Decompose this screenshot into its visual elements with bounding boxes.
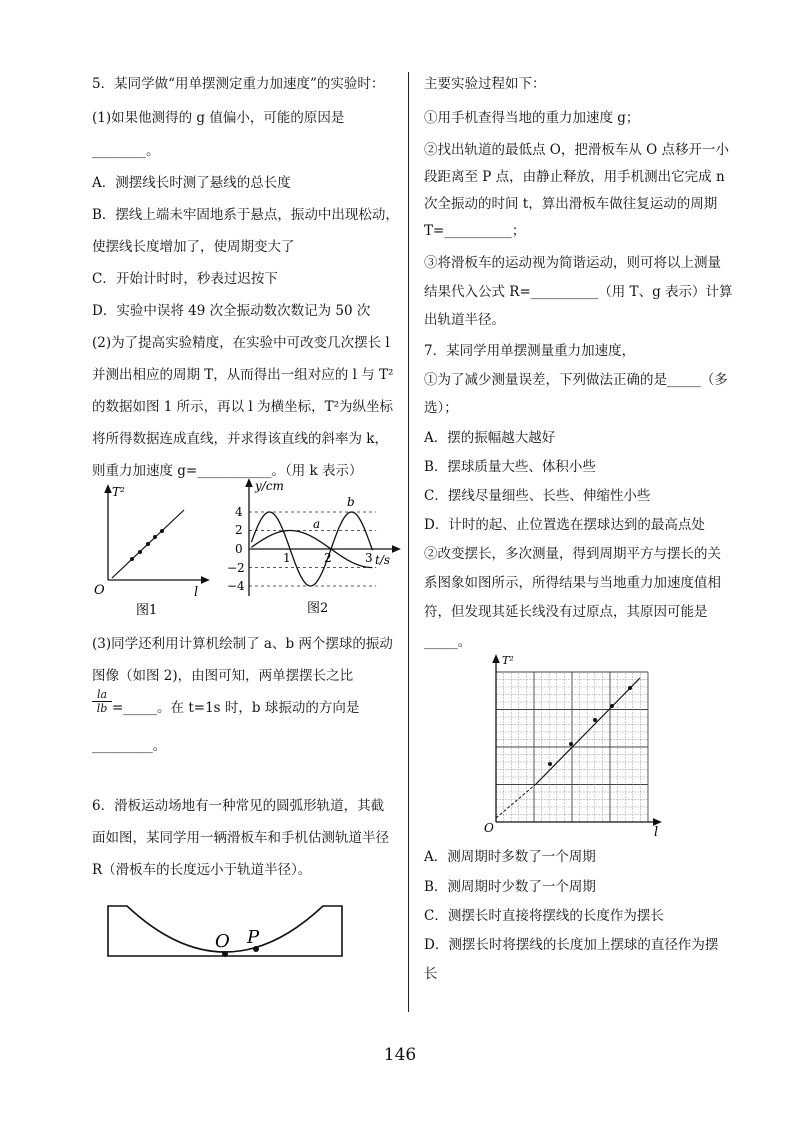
q5-option-b: B．摆线上端未牢固地系于悬点，振动中出现松动， <box>92 207 399 223</box>
fig1-point <box>160 529 164 533</box>
q5-part1-blank: ________。 <box>92 143 160 159</box>
fig2-tick-yn2: −2 <box>227 561 245 575</box>
figure-1 <box>88 480 218 620</box>
q7-part2-line4: _____。 <box>424 634 472 650</box>
fig1-caption: 图1 <box>136 603 158 618</box>
fig2-tick-yn4: −4 <box>227 579 245 593</box>
q5-title: 5．某同学做“用单摆测定重力加速度”的实验时： <box>92 76 385 92</box>
graph-point <box>548 762 552 766</box>
q7-option-b: B．摆球质量大些、体积小些 <box>424 459 596 475</box>
q5-part1-intro: (1)如果他测得的 g 值偏小，可能的原因是 <box>92 110 345 126</box>
fig2-tick-y0: 0 <box>235 542 243 556</box>
fig1-point <box>138 550 142 554</box>
q6-step3-line3: 出轨道半径。 <box>424 312 505 328</box>
ratio-numerator: la <box>96 688 108 701</box>
q5-option-c: C．开始计时时，秒表过迟按下 <box>92 271 278 287</box>
q7-answer-c: C．测摆长时直接将摆线的长度作为摆长 <box>424 908 664 924</box>
q5-part3-line3: =_____。在 t=1s 时，b 球振动的方向是 <box>112 700 360 716</box>
q7-part2-line1: ②改变摆长，多次测量，得到周期平方与摆长的关 <box>424 546 721 562</box>
q6-step2-line3: 次全振动的时间 t，算出滑板车做往复运动的周期 <box>424 196 718 212</box>
q6-line2: 面如图，某同学用一辆滑板车和手机估测轨道半径 <box>92 830 389 846</box>
q6-steps-heading: 主要实验过程如下： <box>424 76 546 92</box>
graph-point <box>610 704 614 708</box>
q7-title: 7．某同学用单摆测量重力加速度， <box>424 343 636 359</box>
q6-line1: 6．滑板运动场地有一种常见的圆弧形轨道，其截 <box>92 798 385 814</box>
fig1-point <box>146 542 150 546</box>
q7-answer-a: A．测周期时多数了一个周期 <box>424 849 596 865</box>
q7-part2-line2: 系图象如图所示，所得结果与当地重力加速度值相 <box>424 575 721 591</box>
fig2-caption: 图2 <box>307 601 329 616</box>
q7-answer-d-cont: 长 <box>424 966 438 982</box>
q7-option-c: C．摆线尽量细些、长些、伸缩性小些 <box>424 488 651 504</box>
figure-2 <box>225 476 410 620</box>
fig2-tick-x1: 1 <box>283 551 291 565</box>
q6-step1: ①用手机查得当地的重力加速度 g； <box>424 110 640 126</box>
fig1-origin: O <box>94 583 105 598</box>
fig1-point <box>153 535 157 539</box>
graph-point <box>593 718 597 722</box>
fig2-x-label: t/s <box>375 553 391 567</box>
ratio-denominator: lb <box>92 701 112 715</box>
q5-part2-line4: 将所得数据连成直线，并求得该直线的斜率为 k， <box>92 431 388 447</box>
graph-fit-line <box>536 678 640 784</box>
q5-part3-line2: 图像（如图 2)，由图可知，两单摆摆长之比 <box>92 668 354 684</box>
graph-point <box>569 742 573 746</box>
fig2-label-a: a <box>313 517 321 531</box>
fig1-y-label: T² <box>112 485 125 499</box>
lengths-ratio-fraction <box>92 688 112 715</box>
q5-part2-line3: 的数据如图 1 所示，再以 l 为横坐标，T²为纵坐标 <box>92 399 393 415</box>
q5-part2-line1: (2)为了提高实验精度，在实验中可改变几次摆长 l <box>92 335 390 351</box>
track-figure <box>105 898 345 960</box>
column-divider <box>408 72 409 1012</box>
label-o: O <box>215 931 230 952</box>
label-p: P <box>247 927 260 948</box>
fig2-tick-y2: 2 <box>235 523 243 537</box>
graph-extension-line <box>496 784 536 818</box>
q5-part3-line1: (3)同学还利用计算机绘制了 a、b 两个摆球的振动 <box>92 636 393 652</box>
q5-option-d: D．实验中误将 49 次全振动数次数记为 50 次 <box>92 303 371 319</box>
fig1-x-label: l <box>194 585 199 600</box>
fig2-tick-x3: 3 <box>365 551 373 565</box>
q7-answer-b: B．测周期时少数了一个周期 <box>424 879 596 895</box>
page-number: 146 <box>383 1045 417 1065</box>
t2-vs-l-graph <box>478 650 678 840</box>
graph-point <box>628 686 632 690</box>
graph-y-label: T² <box>502 654 514 667</box>
fig2-tick-x2: 2 <box>324 551 332 565</box>
graph-origin: O <box>484 821 494 835</box>
q5-part3-line4: _________。 <box>92 738 167 754</box>
graph-x-label: l <box>654 825 659 840</box>
q6-step3-line2: 结果代入公式 R=__________（用 T、g 表示）计算 <box>424 284 733 300</box>
q5-part2-line2: 并测出相应的周期 T，从而得出一组对应的 l 与 T² <box>92 367 394 383</box>
q5-option-b-cont: 使摆线长度增加了，使周期变大了 <box>92 239 295 255</box>
fig2-y-label: y/cm <box>255 479 284 493</box>
q5-part2-line5: 则重力加速度 g=___________。（用 k 表示） <box>92 463 363 479</box>
fig2-tick-y4: 4 <box>235 505 243 519</box>
q6-step2-line1: ②找出轨道的最低点 O，把滑板车从 O 点移开一小 <box>424 142 730 158</box>
q7-answer-d: D．测摆长时将摆线的长度加上摆球的直径作为摆 <box>424 937 719 953</box>
fig1-point <box>130 557 134 561</box>
q6-line3: R（滑板车的长度远小于轨道半径）。 <box>92 862 312 878</box>
q6-step2-line4: T=__________； <box>424 223 526 239</box>
q6-step3-line1: ③将滑板车的运动视为简谐运动，则可将以上测量 <box>424 255 721 271</box>
q7-part1-line2: 选）； <box>424 400 458 416</box>
fig2-label-b: b <box>347 495 355 509</box>
q7-part2-line3: 符，但发现其延长线没有过原点，其原因可能是 <box>424 604 708 620</box>
q6-step2-line2: 段距离至 P 点，由静止释放，用手机测出它完成 n <box>424 169 725 185</box>
q7-part1-line1: ①为了减少测量误差，下列做法正确的是_____（多 <box>424 372 728 388</box>
q5-option-a: A．测摆线长时测了悬线的总长度 <box>92 175 291 191</box>
q7-option-d: D．计时的起、止位置选在摆球达到的最高点处 <box>424 517 705 533</box>
q7-option-a: A．摆的振幅越大越好 <box>424 430 556 446</box>
